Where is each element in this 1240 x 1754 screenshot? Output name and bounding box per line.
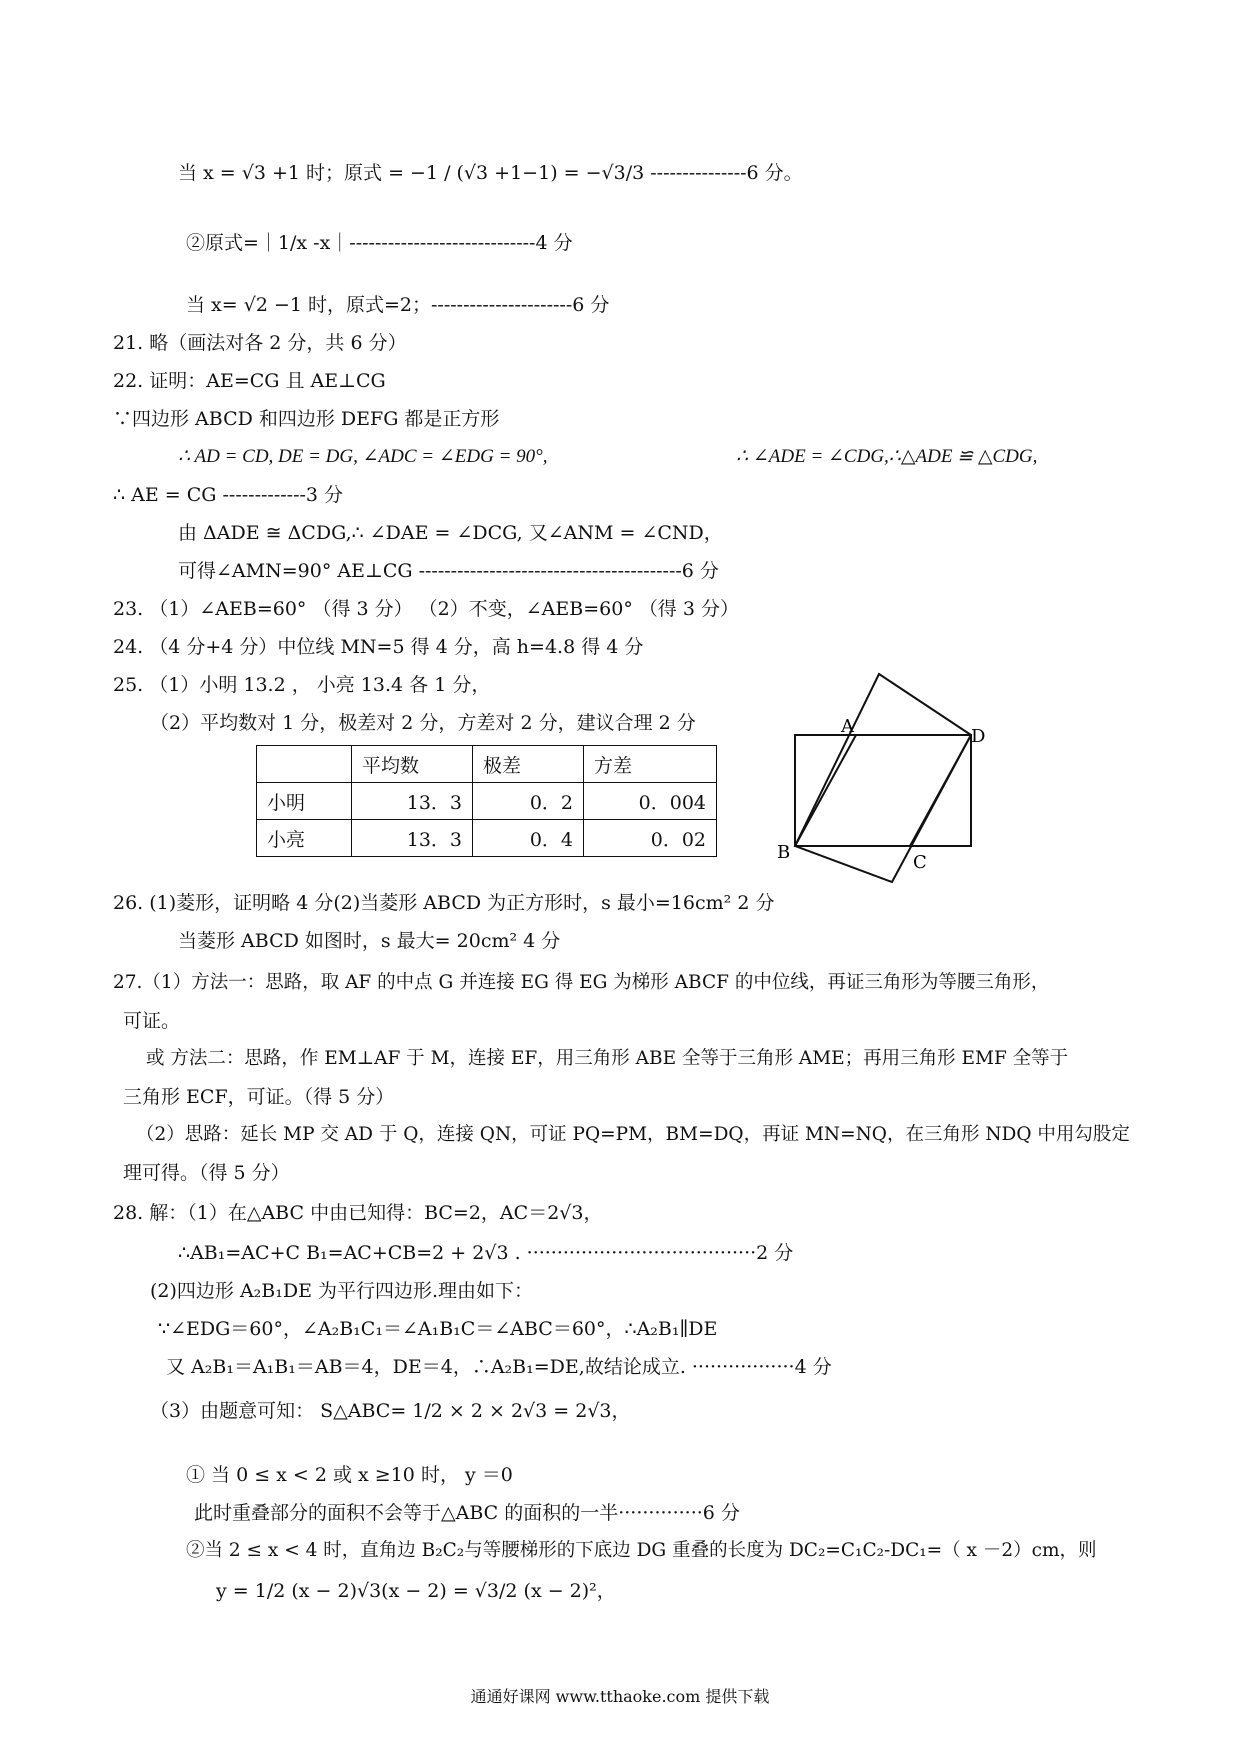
line-25: (2)四边形 A₂B₁DE 为平行四边形.理由如下： — [150, 1280, 534, 1302]
line-22: 理可得。（得 5 分） — [123, 1162, 290, 1184]
table-cell: 0．4 — [473, 820, 584, 857]
line-28: （3）由题意可知： S△ABC= 1/2 × 2 × 2√3 = 2√3， — [150, 1400, 631, 1422]
figure-label-a: A — [841, 716, 854, 737]
line-20: 三角形 ECF，可证。（得 5 分） — [123, 1086, 395, 1108]
line-14: （2）平均数对 1 分，极差对 2 分，方差对 2 分，建议合理 2 分 — [150, 712, 696, 734]
line-27: 又 A₂B₁＝A₁B₁＝AB＝4，DE＝4，∴A₂B₁=DE,故结论成立. ·················4 分 — [166, 1356, 832, 1378]
line-15: 26. (1)菱形，证明略 4 分(2)当菱形 ABCD 为正方形时，s 最小=16cm² 2 分 — [113, 892, 775, 914]
line-12: 24. （4 分+4 分）中位线 MN=5 得 4 分，高 h=4.8 得 4 分 — [113, 636, 644, 658]
table-header-row — [257, 746, 717, 783]
line-31: ②当 2 ≤ x < 4 时，直角边 B₂C₂与等腰梯形的下底边 DG 重叠的长度为 DC₂=C₁C₂-DC₁=（ x －2）cm，则 — [186, 1540, 1097, 1561]
table-cell: 0．004 — [584, 783, 717, 820]
line-11: 23. （1）∠AEB=60° （得 3 分） （2）不变，∠AEB=60° （得 3 分） — [113, 598, 740, 620]
line-16: 当菱形 ABCD 如图时，s 最大= 20cm² 4 分 — [178, 930, 561, 952]
table-cell: 0．02 — [584, 820, 717, 857]
rhombus-figure — [775, 672, 1005, 892]
rhombus-outline — [795, 674, 971, 882]
line-7a: ∴ AD = CD, DE = DG, ∠ADC = ∠EDG = 90°, — [178, 446, 548, 467]
line-1: 当 x = √3 +1 时；原式 = −1 / (√3 +1−1) = −√3/3 ---------------6 分。 — [178, 162, 803, 184]
figure-label-c: C — [913, 852, 927, 873]
table-cell: 小亮 — [257, 820, 352, 857]
line-32: y = 1/2 (x − 2)√3(x − 2) = √3/2 (x − 2)²， — [216, 1580, 616, 1602]
page-footer: 通通好课网 www.tthaoke.com 提供下载 — [470, 1687, 770, 1706]
line-17: 27.（1）方法一：思路，取 AF 的中点 G 并连接 EG 得 EG 为梯形 ABCF 的中位线，再证三角形为等腰三角形， — [113, 972, 1050, 993]
line-7b: ∴ ∠ADE = ∠CDG,∴△ADE ≌ △CDG, — [736, 446, 1038, 467]
line-21: （2）思路：延长 MP 交 AD 于 Q，连接 QN，可证 PQ=PM，BM=DQ，再证 MN=NQ，在三角形 NDQ 中用勾股定 — [136, 1124, 1130, 1145]
line-3: 当 x= √2 −1 时，原式=2；----------------------6 分 — [186, 294, 610, 316]
table-header — [257, 746, 352, 783]
line-4: 21. 略（画法对各 2 分，共 6 分） — [113, 332, 407, 354]
table-row — [257, 783, 717, 820]
table-cell: 13．3 — [352, 783, 473, 820]
line-13: 25. （1）小明 13.2 ， 小亮 13.4 各 1 分， — [113, 674, 491, 696]
line-18: 可证。 — [123, 1010, 181, 1032]
line-23: 28. 解：（1）在△ABC 中由已知得：BC=2，AC＝2√3， — [113, 1202, 603, 1224]
line-24: ∴AB₁=AC+C B₁=AC+CB=2 + 2√3 . ······································2 分 — [178, 1242, 794, 1264]
line-6: ∵四边形 ABCD 和四边形 DEFG 都是正方形 — [113, 408, 500, 430]
table-cell: 0．2 — [473, 783, 584, 820]
figure-label-b: B — [777, 842, 791, 863]
line-2: ②原式=｜1/x -x｜-----------------------------4 分 — [186, 232, 573, 254]
stats-table — [256, 745, 717, 857]
line-26: ∵∠EDG＝60°，∠A₂B₁C₁＝∠A₁B₁C＝∠ABC＝60°，∴A₂B₁∥DE — [158, 1318, 718, 1340]
line-9: 由 ΔADE ≅ ΔCDG,∴ ∠DAE = ∠DCG, 又∠ANM = ∠CND， — [178, 522, 723, 544]
line-19: 或 方法二：思路，作 EM⊥AF 于 M，连接 EF，用三角形 ABE 全等于三角形 AME；再用三角形 EMF 全等于 — [146, 1048, 1069, 1069]
figure-label-d: D — [971, 726, 986, 747]
line-8: ∴ AE = CG -------------3 分 — [113, 484, 344, 506]
table-header: 平均数 — [352, 746, 473, 783]
line-29: ① 当 0 ≤ x < 2 或 x ≥10 时， y ＝0 — [186, 1464, 513, 1486]
table-row — [257, 820, 717, 857]
table-header: 极差 — [473, 746, 584, 783]
line-10: 可得∠AMN=90° AE⊥CG -----------------------------------------6 分 — [178, 560, 719, 582]
rhombus-side-dc — [910, 735, 971, 846]
line-5: 22. 证明：AE=CG 且 AE⊥CG — [113, 370, 386, 392]
table-cell: 小明 — [257, 783, 352, 820]
table-cell: 13．3 — [352, 820, 473, 857]
rhombus-side-ba — [795, 735, 856, 846]
line-30: 此时重叠部分的面积不会等于△ABC 的面积的一半··············6 分 — [194, 1502, 740, 1524]
table-header: 方差 — [584, 746, 717, 783]
